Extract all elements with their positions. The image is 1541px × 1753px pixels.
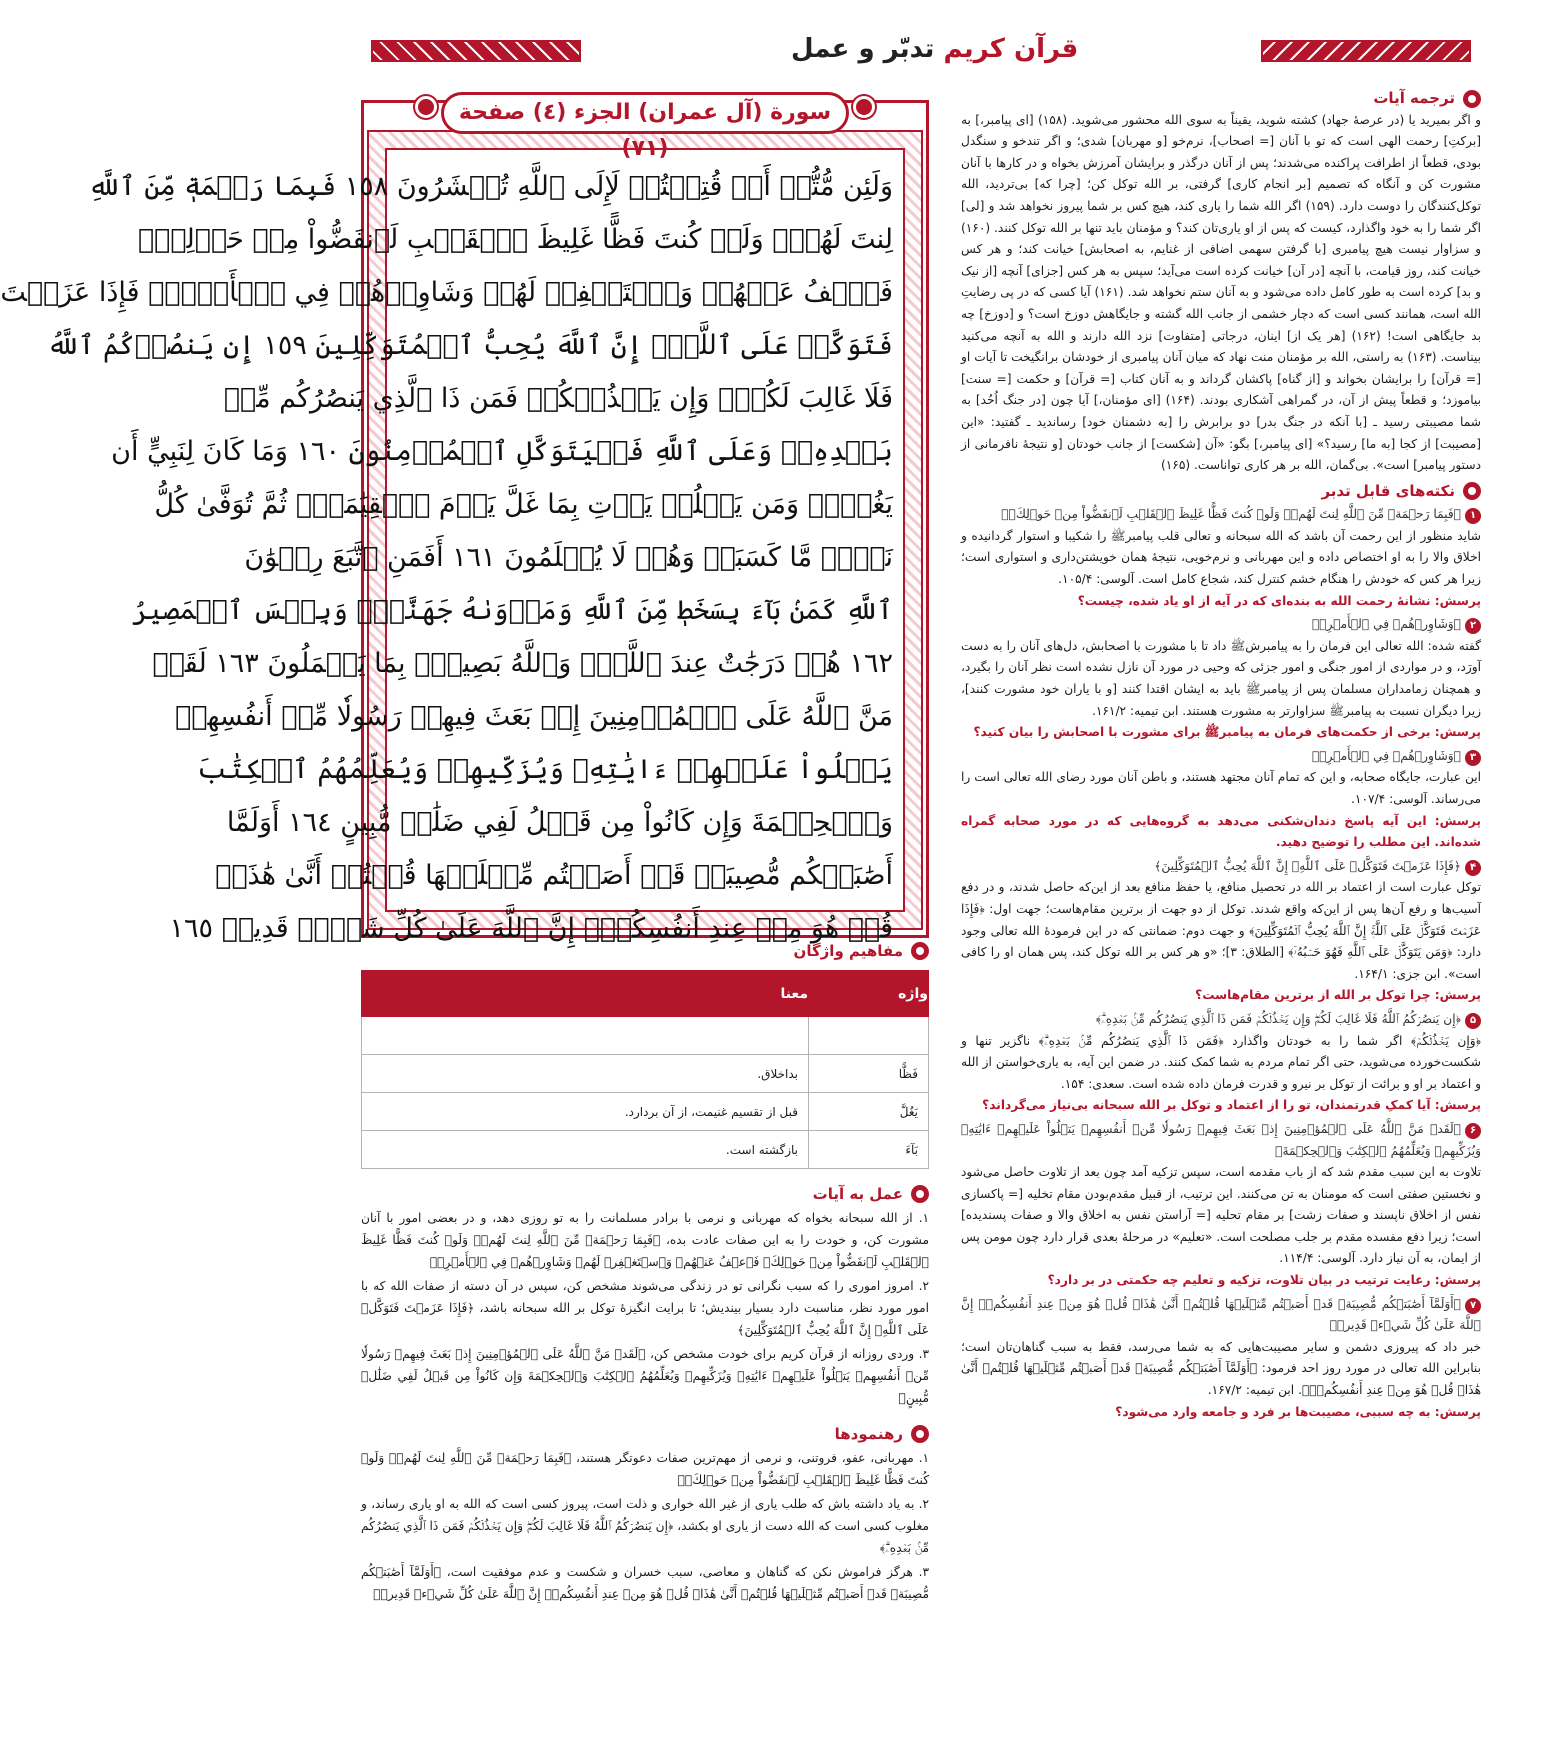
vocab-meaning: بداخلاق. [362,1055,809,1093]
reflection-item [961,1119,1481,1292]
vocab-heading [361,940,929,962]
quran-line: وَٱلۡحِكۡمَةَ وَإِن كَانُواْ مِن قَبۡلُ لَفِي ضَلَٰلٖ مُّبِينٍ ١٦٤ أَوَلَمَّا [226,807,893,838]
vocab-heading-text: مفاهیم واژگان [793,942,903,960]
reflection-verse: ﴿وَشَاوِرۡهُمۡ فِي ٱلۡأَمۡرِۖ﴾ [1311,617,1461,632]
quran-line: ١٦٢ هُمۡ دَرَجَٰتٌ عِندَ ٱللَّهِۗ وَٱللَّهُ بَصِيرُۢ بِمَا يَعۡمَلُونَ ١٦٣ لَقَدۡ [152,648,893,679]
reflection-verse-line [961,504,1481,526]
practice-item: ۱. از الله سبحانه بخواه که مهربانی و نرمی با برادر مسلمانت را به تو روزی دهد، و در بعضی امور با آنان مشورت کن، و خودت را به این صفات عادت بده، ﴿فَبِمَا رَحۡمَةٖ مِّنَ ٱللَّهِ لِنتَ لَهُمۡۖ وَلَوۡ كُنتَ فَظًّا غَلِيظَ ٱلۡقَلۡبِ لَٱنفَضُّواْ مِنۡ حَوۡلِكَۖ فَٱعۡفُ عَنۡهُمۡ وَٱسۡتَغۡفِرۡ لَهُمۡ وَشَاوِرۡهُمۡ فِي ٱلۡأَمۡرِۖ﴾ [361,1211,929,1269]
section-flower-icon [1463,482,1481,500]
reflection-verse-line [961,856,1481,878]
header-ornament-right [1261,40,1471,62]
question-label: پرسش: [1434,1098,1481,1113]
vocab-meaning: قبل از تقسیم غنیمت، از آن بردارد. [362,1093,809,1131]
reflection-verse: ﴿فَبِمَا رَحۡمَةٖ مِّنَ ٱللَّهِ لِنتَ لَهُمۡۖ وَلَوۡ كُنتَ فَظًّا غَلِيظَ ٱلۡقَلۡبِ لَٱنفَضُّواْ مِنۡ حَوۡلِكَۖ﴾ [1001,507,1461,522]
reflection-item [961,746,1481,854]
item-number-badge: ۶ [1465,1123,1481,1139]
vocab-col-word: واژه [809,971,929,1017]
header-title-black: تدبّر و عمل [791,34,935,64]
surah-title: سورة (آل عمران) الجزء (٤) صفحة (٧١) [441,92,849,134]
question-line [961,1402,1481,1424]
question-text: رعایت ترتیب در بیان تلاوت، تزکیه و تعلیم چه حکمتی در بر دارد؟ [1047,1273,1431,1288]
quran-line: بَعۡدِهِۦۗ وَعَلَى ٱللَّهِ فَلۡيَتَوَكَّلِ ٱلۡمُؤۡمِنُونَ ١٦٠ وَمَا كَانَ لِنَبِيٍّ أَن [111,436,893,467]
section-flower-icon [911,1185,929,1203]
item-number-badge: ۷ [1465,1298,1481,1314]
quran-frame [0,100,929,944]
reflection-verse-line [961,746,1481,768]
quran-text [0,160,893,955]
quran-line: مَنَّ ٱللَّهُ عَلَى ٱلۡمُؤۡمِنِينَ إِذۡ بَعَثَ فِيهِمۡ رَسُولٗا مِّنۡ أَنفُسِهِمۡ [175,701,893,732]
title-ornament-dot [853,96,875,118]
guides-heading-text: رهنمودها [834,1425,903,1443]
vocab-word: فَظًّا [809,1055,929,1093]
reflection-text: این عبارت، جایگاه صحابه، و این که تمام آنان مجتهد هستند، و باطن آنان مورد رضای الله تعالی است را می‌رساند. آلوسی: ۱۰۷/۴. [961,770,1481,806]
quran-text-box [0,148,905,944]
practice-heading [361,1183,929,1205]
vocab-col-meaning: معنا [362,971,809,1017]
section-flower-icon [911,942,929,960]
reflection-item [961,504,1481,612]
reflection-text: تلاوت به این سبب مقدم شد که از باب مقدمه است، سپس تزکیه آمد چون بعد از تلاوت حاصل می‌شود و نخستین صفتی است که مومنان به تن می‌کنند. این ترتیب، از قبیل مقدم‌بودن مقام تخلیه [= پاکسازی نفس از اخلاق ناپسند و صفات زشت] بر مقام تحلیه [= آراستن نفس به اخلاق والا و صفات پسندیده] است؛ زیرا دفع مفسده مقدم بر جلب مصلحت است. «تعلیم» در مرحلهٔ بعدی قرار دارد چون مومن پس از ایمان، به آن نیاز دارد. آلوسی: ۱۱۴/۴. [961,1165,1481,1266]
reflection-verse-line [961,1009,1481,1031]
guides-heading [361,1423,929,1445]
translation-heading-text: ترجمه آیات [1373,89,1455,107]
quran-line: وَلَئِن مُّتُّمۡ أَوۡ قُتِلۡتُمۡ لَإِلَى ٱللَّهِ تُحۡشَرُونَ ١٥٨ فَبِمَا رَحۡمَةٖ مِّنَ ٱللَّهِ [88,171,893,202]
vocab-table [361,970,929,1169]
section-flower-icon [911,1425,929,1443]
item-number-badge: ۵ [1465,1013,1481,1029]
question-label: پرسش: [1434,988,1481,1003]
quran-line: نَفۡسٖ مَّا كَسَبَتۡ وَهُمۡ لَا يُظۡلَمُونَ ١٦١ أَفَمَنِ ٱتَّبَعَ رِضۡوَٰنَ [244,542,893,573]
vocab-row-empty [362,1017,929,1055]
vocab-word: بَآءَ [809,1131,929,1169]
right-column [961,88,1481,1708]
question-line [961,1270,1481,1292]
question-line [961,1095,1481,1117]
vocab-row [362,1131,929,1169]
left-column [361,940,929,1605]
reflection-verse: ﴿لَقَدۡ مَنَّ ٱللَّهُ عَلَى ٱلۡمُؤۡمِنِينَ إِذۡ بَعَثَ فِيهِمۡ رَسُولٗا مِّنۡ أَنفُسِهِمۡ يَتۡلُواْ عَلَيۡهِمۡ ءَايَٰتِهِۦ وَيُزَكِّيهِمۡ وَيُعَلِّمُهُمُ ٱلۡكِتَٰبَ وَٱلۡحِكۡمَةَ﴾ [961,1121,1481,1158]
reflection-text: گفته شده: الله تعالی این فرمان را به پیامبرشﷺ داد تا با مشورت با اصحابش، دل‌های آنان را به دست آورَد، و در مواردی از امور جنگی و امور جزئی که وحیی در مورد آن نازل نشده است نظر آنان را بگیرد، و همچنان زمامداران مسلمان پس از پیامبرﷺ باید به ایشان اقتدا کنند [و با یاران خود مشورت کنند]، زیرا دیگران نسبت به پیامبرﷺ سزاوارتر به مشورت هستند. ابن تیمیه: ۱۶۱/۲. [961,638,1481,718]
question-line [961,591,1481,613]
vocab-header-row [362,971,929,1017]
item-number-badge: ۱ [1465,508,1481,524]
question-label: پرسش: [1434,725,1481,740]
reflection-heading [961,481,1481,503]
reflection-verse-line [961,1119,1481,1162]
guide-item: ۲. به یاد داشته باش که طلب یاری از غیر الله خواری و ذلت است، پیروز کسی است که الله به او یاری رساند، و مغلوب کسی است که الله دست از یاری او بکشد، ﴿إِن يَنصُرۡكُمُ ٱللَّهُ فَلَا غَالِبَ لَكُمۡۖ وَإِن يَخۡذُلۡكُمۡ فَمَن ذَا ٱلَّذِي يَنصُرُكُم مِّنۢ بَعۡدِهِۦۗ﴾ [361,1497,929,1555]
reflection-verse-line [961,1294,1481,1337]
question-text: به چه سببی، مصیبت‌ها بر فرد و جامعه وارد می‌شود؟ [1115,1404,1431,1419]
question-text: این آیه پاسخ دندان‌شکنی می‌دهد به گروه‌هایی که در مورد صحابه گمراه شده‌اند. این مطلب را توضیح دهید. [961,813,1481,850]
vocab-meaning: بازگشته است. [362,1131,809,1169]
vocab-row [362,1055,929,1093]
reflection-item [961,1294,1481,1424]
quran-line: فَلَا غَالِبَ لَكُمۡۖ وَإِن يَخۡذُلۡكُمۡ فَمَن ذَا ٱلَّذِي يَنصُرُكُم مِّنۢ [223,383,893,414]
header-title [791,34,1078,64]
question-text: برخی از حکمت‌های فرمان به پیامبرﷺ برای مشورت با اصحابش را بیان کنید؟ [973,725,1431,740]
item-number-badge: ۲ [1465,618,1481,634]
guide-item: ۳. هرگز فراموش نکن که گناهان و معاصی، سبب خسران و شکست و عدم موفقیت است، ﴿أَوَلَمَّآ أَصَٰبَتۡكُم مُّصِيبَةٞ قَدۡ أَصَبۡتُم مِّثۡلَيۡهَا قُلۡتُمۡ أَنَّىٰ هَٰذَاۖ قُلۡ هُوَ مِنۡ عِندِ أَنفُسِكُمۡۗ إِنَّ ٱللَّهَ عَلَىٰ كُلِّ شَيۡءٖ قَدِيرٞ﴾ [361,1565,929,1601]
question-label: پرسش: [1434,1404,1481,1419]
quran-line: يَغُلَّۚ وَمَن يَغۡلُلۡ يَأۡتِ بِمَا غَلَّ يَوۡمَ ٱلۡقِيَٰمَةِۚ ثُمَّ تُوَفَّىٰ كُلُّ [154,489,893,520]
vocab-row [362,1093,929,1131]
translation-heading [961,88,1481,110]
quran-line: فَٱعۡفُ عَنۡهُمۡ وَٱسۡتَغۡفِرۡ لَهُمۡ وَشَاوِرۡهُمۡ فِي ٱلۡأَمۡرِۖ فَإِذَا عَزَمۡتَ [0,277,893,308]
quran-line: لِنتَ لَهُمۡۖ وَلَوۡ كُنتَ فَظًّا غَلِيظَ ٱلۡقَلۡبِ لَٱنفَضُّواْ مِنۡ حَوۡلِكَۖ [137,224,893,255]
item-number-badge: ۳ [1465,750,1481,766]
reflection-text: توکل عبارت است از اعتماد بر الله در تحصیل منافع، یا حفظ منافع بعد از این‌که حاصل شدند، و در دفع آسیب‌ها و رفع آن‌ها پس از این‌که واقع شدند. توکل از دو جهت از برترین مقام‌هاست؛ جهت اول: ﴿فَإِذَا عَزَمۡتَ فَتَوَكَّلۡ عَلَى ٱللَّهِۚ إِنَّ ٱللَّهَ يُحِبُّ ٱلۡمُتَوَكِّلِينَ﴾ و جهت دوم: ضمانتی که در این فرمودهٔ الله تعالی وجود دارد: ﴿وَمَن يَتَوَكَّلۡ عَلَى ٱللَّهِ فَهُوَ حَسۡبُهُۥٓ﴾ [الطلاق: ۳]؛ «و هر کس بر الله توکل کند، پس همان او را کافی است». ابن جزی: ۱۶۴/۱. [961,880,1481,981]
quran-line: قُلۡ هُوَ مِنۡ عِندِ أَنفُسِكُمۡۗ إِنَّ ٱللَّهَ عَلَىٰ كُلِّ شَيۡءٖ قَدِيرٞ ١٦٥ [169,913,893,944]
question-text: نشانهٔ رحمت الله به بنده‌ای که در آیه از او یاد شده، چیست؟ [1077,593,1431,608]
question-label: پرسش: [1434,813,1481,828]
question-text: چرا توکل بر الله از برترین مقام‌هاست؟ [1195,988,1431,1003]
practice-heading-text: عمل به آیات [812,1185,903,1203]
quran-line: أَصَٰبَتۡكُم مُّصِيبَةٞ قَدۡ أَصَبۡتُم مِّثۡلَيۡهَا قُلۡتُمۡ أَنَّىٰ هَٰذَاۖ [215,860,893,891]
quran-line: فَتَوَكَّلۡ عَلَى ٱللَّهِۚ إِنَّ ٱللَّهَ يُحِبُّ ٱلۡمُتَوَكِّلِينَ ١٥٩ إِن يَنصُرۡكُمُ ٱللَّهُ [46,330,893,361]
page-header [371,30,1471,72]
quran-line: ٱللَّهِ كَمَنۢ بَآءَ بِسَخَطٖ مِّنَ ٱللَّهِ وَمَأۡوَىٰهُ جَهَنَّمُۖ وَبِئۡسَ ٱلۡمَصِيرُ [132,595,893,626]
reflection-verse: ﴿فَإِذَا عَزَمۡتَ فَتَوَكَّلۡ عَلَى ٱللَّهِۚ إِنَّ ٱللَّهَ يُحِبُّ ٱلۡمُتَوَكِّلِينَ﴾ [1154,858,1461,873]
reflection-verse-line [961,614,1481,636]
quran-line: يَتۡلُواْ عَلَيۡهِمۡ ءَايَٰتِهِۦ وَيُزَكِّيهِمۡ وَيُعَلِّمُهُمُ ٱلۡكِتَٰبَ [197,754,893,785]
guides-section [361,1423,929,1605]
question-line [961,722,1481,744]
practice-item: ۳. وردی روزانه از قرآن کریم برای خودت مشخص کن، ﴿لَقَدۡ مَنَّ ٱللَّهُ عَلَى ٱلۡمُؤۡمِنِينَ إِذۡ بَعَثَ فِيهِمۡ رَسُولٗا مِّنۡ أَنفُسِهِمۡ يَتۡلُواْ عَلَيۡهِمۡ ءَايَٰتِهِۦ وَيُزَكِّيهِمۡ وَيُعَلِّمُهُمُ ٱلۡكِتَٰبَ وَٱلۡحِكۡمَةَ وَإِن كَانُواْ مِن قَبۡلُ لَفِي ضَلَٰلٖ مُّبِينٍ﴾ [361,1347,929,1405]
practice-section [361,1183,929,1409]
reflection-heading-text: نکته‌های قابل تدبر [1321,481,1455,500]
title-ornament-dot [415,96,437,118]
practice-item: ۲. امروز اموری را که سبب نگرانی تو در زندگی می‌شوند مشخص کن، سپس در آن دسته از صفات الله که با امور مورد نظر، مناسبت دارد بسیار بیندیش؛ تا برایت انگیزهٔ توکل بر الله سبحانه باشد، ﴿فَإِذَا عَزَمۡتَ فَتَوَكَّلۡ عَلَى ٱللَّهِۚ إِنَّ ٱللَّهَ يُحِبُّ ٱلۡمُتَوَكِّلِينَ﴾ [361,1279,929,1337]
question-label: پرسش: [1434,593,1481,608]
question-line [961,811,1481,854]
reflection-verse: ﴿أَوَلَمَّآ أَصَٰبَتۡكُم مُّصِيبَةٞ قَدۡ أَصَبۡتُم مِّثۡلَيۡهَا قُلۡتُمۡ أَنَّىٰ هَٰذَاۖ قُلۡ هُوَ مِنۡ عِندِ أَنفُسِكُمۡۗ إِنَّ ٱللَّهَ عَلَىٰ كُلِّ شَيۡءٖ قَدِيرٞ﴾ [961,1296,1481,1333]
translation-text: و اگر بمیرید یا (در عرصهٔ جهاد) کشته شوید، یقیناً به سوی الله محشور می‌شوید. (۱۵۸) [ای پیامبر،] به [برکتِ] رحمت الهی است که تو با آنان [= اصحاب]، نرم‌خو [و مهربان] شدی؛ و اگر تندخو و سنگدل بودی، قطعاً از اطرافت پراکنده می‌شدند؛ پس از آنان درگذر و برایشان آمرزش بخواه و در کارها با آنان مشورت کن و آنگاه که تصمیم [بر انجام کاری] گرفتی، بر الله توکل کن؛ [چرا که] بی‌تردید، الله توکل‌کنندگان را دوست دارد. (۱۵۹) اگر الله شما را یاری کند، هیچ کس بر شما پیروز نخواهد شد و [لی] اگر شما را به خود واگذارد، کیست که پس از او یاری‌تان کند؟ و مؤمنان باید تنها بر الله توکل کنند. (۱۶۰) و سزاوار نیست هیچ پیامبری [با گرفتن سهمی اضافی از غنایم، به اصحابش] خیانت کند؛ و هر کس خیانت کند، روز قیامت، با آنچه [در آن] خیانت کرده است می‌آید؛ سپس به هر کس [جزای] آنچه [از نیک و بد] کرده است به طور کامل داده می‌شود و به آنان ستم نخواهد شد. (۱۶۱) آیا کسی که در پی رضایتِ الله است، همانند کسی است که دچار خشمی از جانب الله گشته و جایگاهش دوزخ است؟ و [دوزخ] چه بد جایگاهی است! (۱۶۲) [هر یک از] اینان، درجاتی [متفاوت] نزد الله دارند و الله به آنچه می‌کنید بیناست. (۱۶۳) به راستی، الله بر مؤمنان منت نهاد که میان آنان پیامبری از خودشان برانگیخت تا آیات او [= قرآن] را برایشان بخواند و [از گناه] پاکشان گرداند و به آنان کتاب [= قرآن] و حکمت [= سنت] بیاموزد؛ و قطعاً پیش از آن، در گمراهی آشکاری بودند. (۱۶۴) [ای مؤمنان،] آیا چون [در جنگ اُحُد] به شما مصیبتی رسید ـ [با آنکه در جنگ بدر] دو برابرش را [به دشمنان خود] رساندید ـ گفتید: «این [مصیبت] از کجا [به ما] رسید؟» [ای پیامبر،] بگو: «آن [شکست] از جانب خودتان [و نتیجهٔ نافرمانی از دستور پیامبر] است». بی‌گمان، الله بر هر کاری تواناست. (۱۶۵) [961,112,1481,473]
question-label: پرسش: [1434,1273,1481,1288]
reflection-item [961,856,1481,1007]
section-flower-icon [1463,90,1481,108]
reflection-text: ﴿وَإِن يَخۡذُلۡكُمۡ﴾ اگر شما را به خودتان واگذارد ﴿فَمَن ذَا ٱلَّذِي يَنصُرُكُم مِّنۢ بَعۡدِهِۦۗ﴾ ناگزیر تنها و شکست‌خورده می‌شوید، حتی اگر تمام مردم به شما کمک کنند. در ضمن این آیه، به یاری‌خواستن از الله و اعتماد بر او و برائت از توکل بر نیرو و قدرت فرمان داده شده است. سعدی: ۱۵۴. [961,1033,1481,1091]
reflection-verse: ﴿إِن يَنصُرۡكُمُ ٱللَّهُ فَلَا غَالِبَ لَكُمۡۖ وَإِن يَخۡذُلۡكُمۡ فَمَن ذَا ٱلَّذِي يَنصُرُكُم مِّنۢ بَعۡدِهِۦۗ﴾ [1095,1011,1461,1026]
header-ornament-left [371,40,581,62]
question-line [961,985,1481,1007]
item-number-badge: ۴ [1465,860,1481,876]
header-title-red: قرآن کریم [943,34,1079,64]
vocab-word: يَغُلَّ [809,1093,929,1131]
reflection-list [961,504,1481,1423]
question-text: آیا کمکِ قدرتمندان، تو را از اعتماد و توکل بر الله سبحانه بی‌نیاز می‌گرداند؟ [982,1098,1431,1113]
reflection-item [961,614,1481,744]
reflection-text: خبر داد که پیروزی دشمن و سایر مصیبت‌هایی که به شما می‌رسد، فقط به سبب گناهان‌تان است؛ بنابراین الله تعالی در مورد روز احد فرمود: ﴿أَوَلَمَّآ أَصَٰبَتۡكُم مُّصِيبَةٞ قَدۡ أَصَبۡتُم مِّثۡلَيۡهَا قُلۡتُمۡ أَنَّىٰ هَٰذَاۖ قُلۡ هُوَ مِنۡ عِندِ أَنفُسِكُمۡۗ﴾. ابن تیمیه: ۱۶۷/۲. [961,1339,1481,1398]
guide-item: ۱. مهربانی، عفو، فروتنی، و نرمی از مهم‌ترین صفات دعوتگر هستند، ﴿فَبِمَا رَحۡمَةٖ مِّنَ ٱللَّهِ لِنتَ لَهُمۡۖ وَلَوۡ كُنتَ فَظًّا غَلِيظَ ٱلۡقَلۡبِ لَٱنفَضُّواْ مِنۡ حَوۡلِكَۖ﴾ [361,1451,929,1487]
reflection-item [961,1009,1481,1117]
reflection-text: شاید منظور از این رحمت آن باشد که الله سبحانه و تعالی قلب پیامبرﷺ را شکیبا و استوار گردانیده و اخلاق والا را به او اختصاص داده و این مهربانی و نرم‌خویی، نتیجهٔ همان خویشتن‌داری و استواری است؛ زیرا هر کس که خودش را هنگام خشم کنترل کند، شجاع کامل است. آلوسی: ۱۰۵/۴. [961,528,1481,587]
reflection-verse: ﴿وَشَاوِرۡهُمۡ فِي ٱلۡأَمۡرِۖ﴾ [1311,748,1461,763]
